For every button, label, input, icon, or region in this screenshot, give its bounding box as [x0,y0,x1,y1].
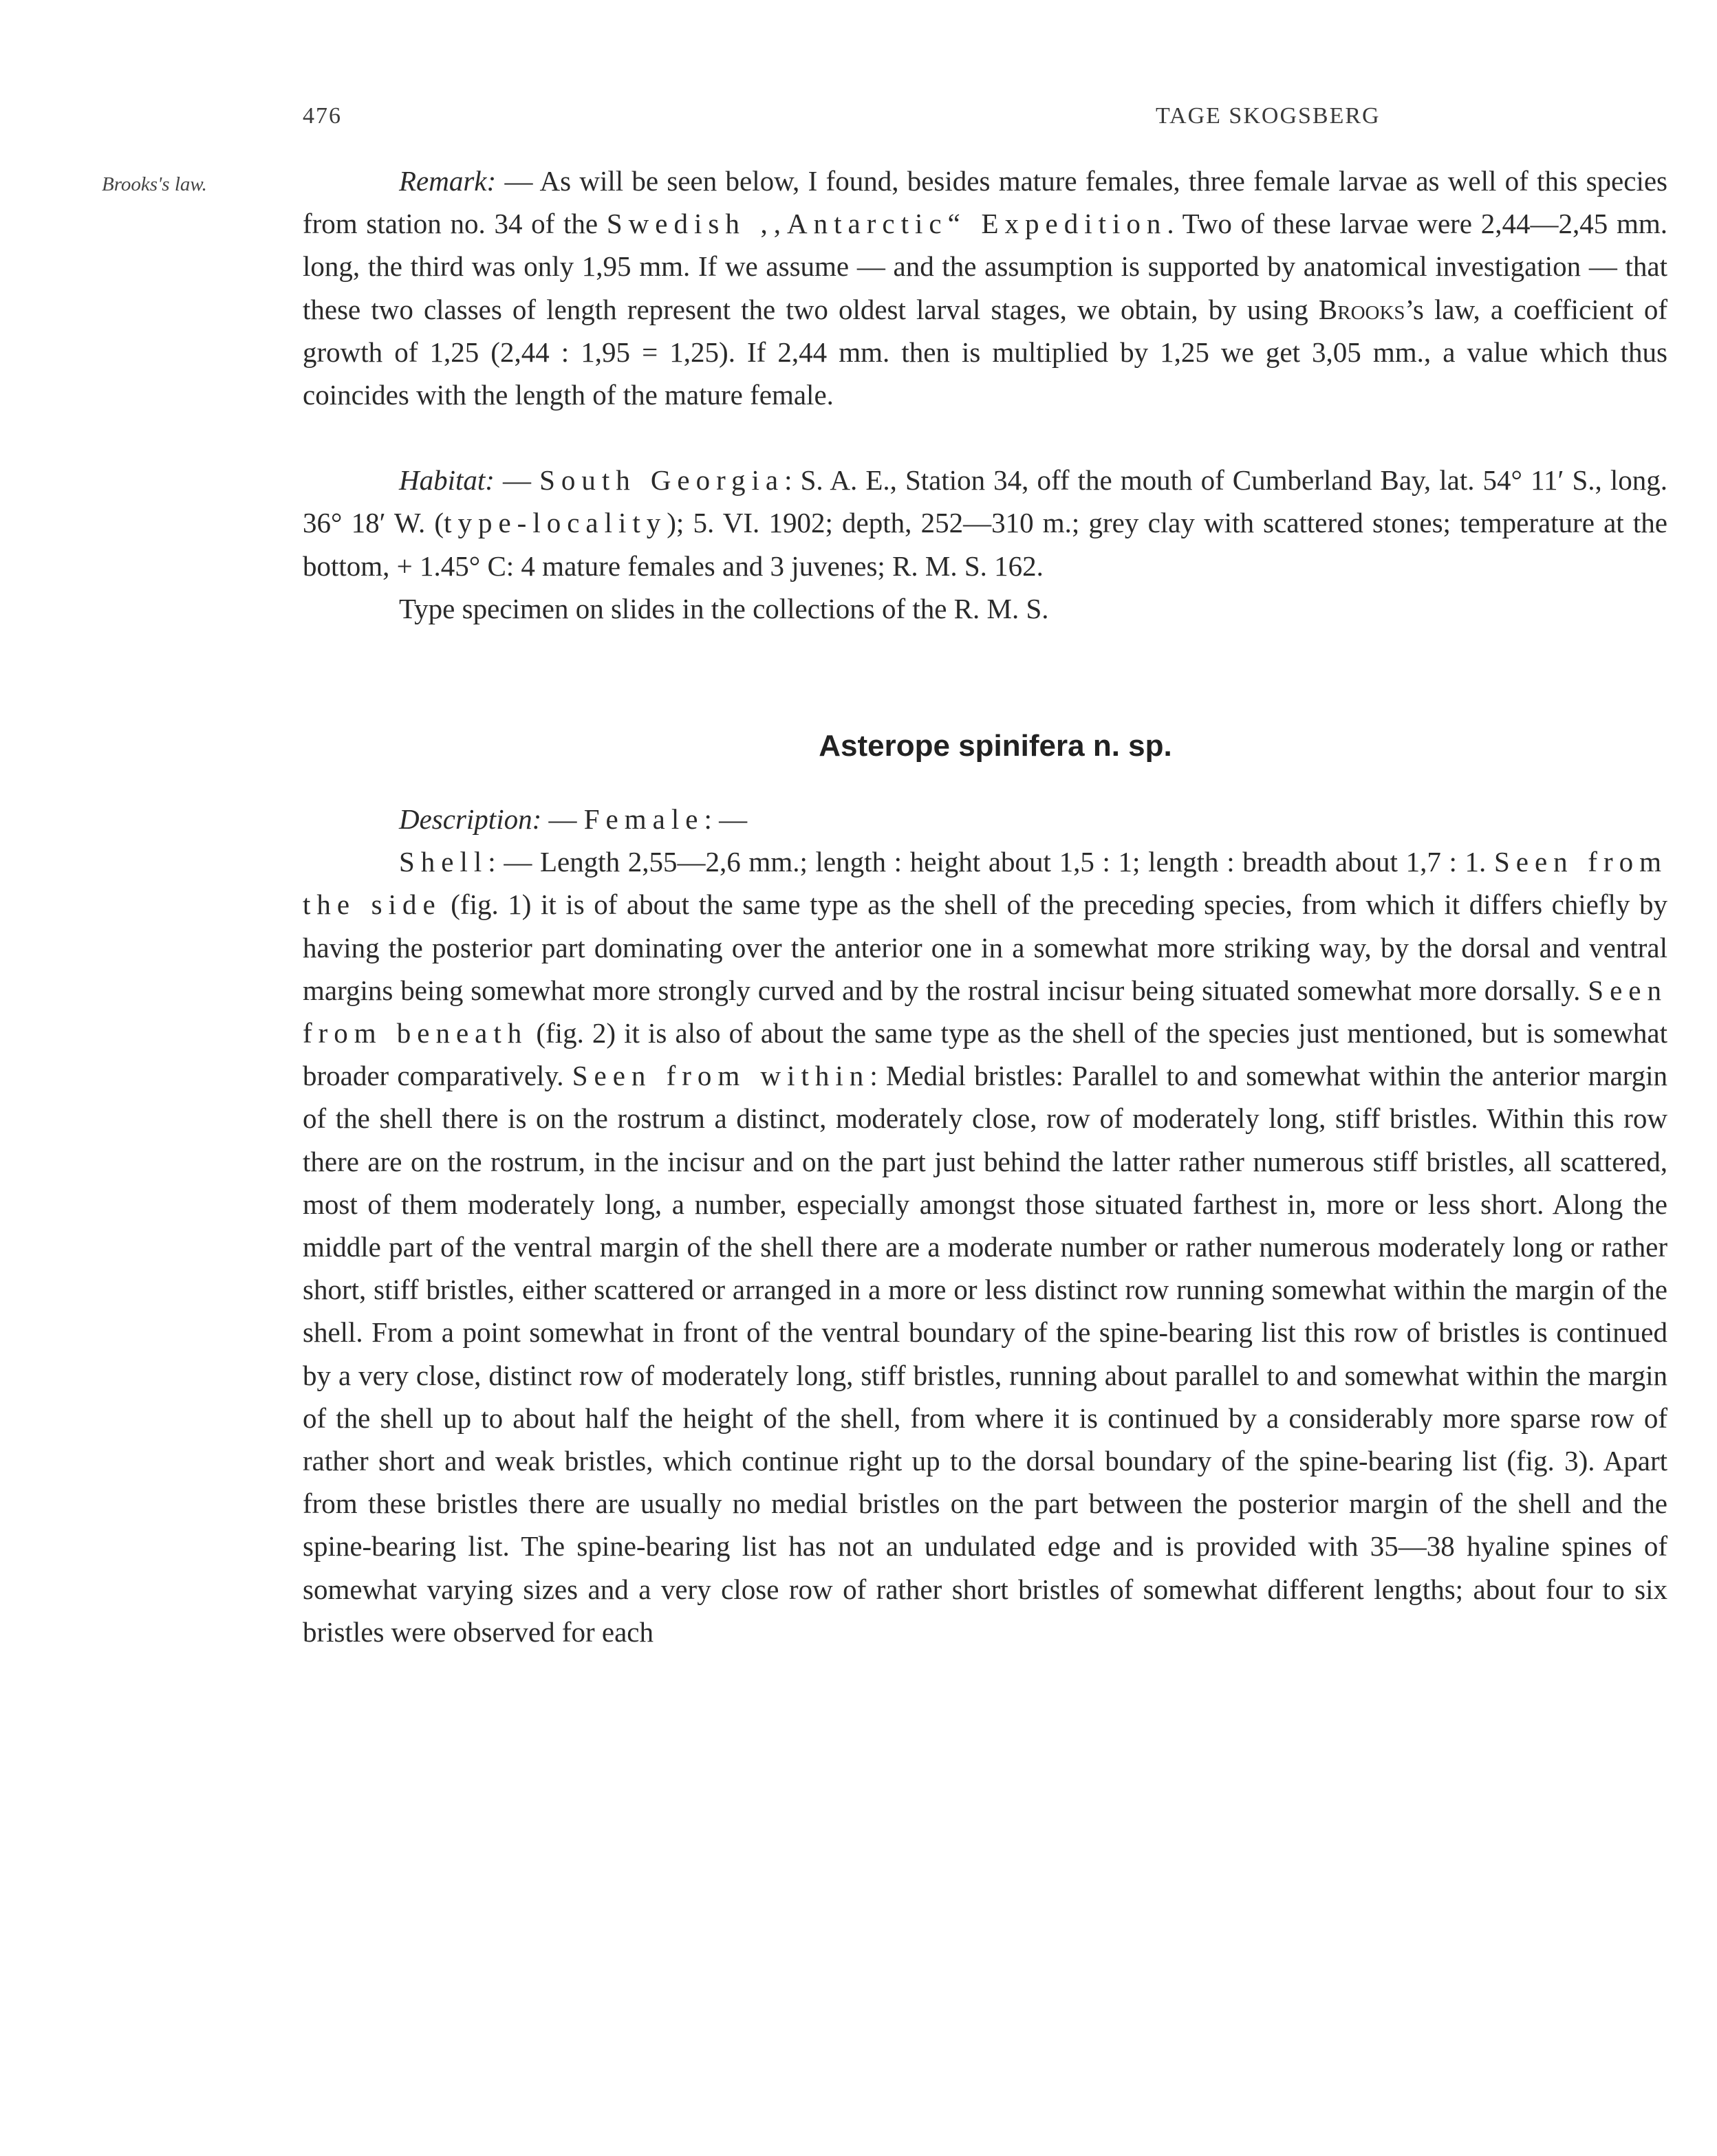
shell-text: (fig. 1) it is of about the same type as the shell of the preceding species, from which it differs chiefly by having the posterior part dominating over the anterior one in a somewhat more striking way, by the dorsal and ventral margins being somewhat more strongly curved and by the rostral incisur being situated somewhat more dorsally. [303,889,1667,1006]
shell-text: (fig. 2) it is also of about the same type as the shell of the species just mentioned, but is somewhat broader comparatively. [303,1017,1667,1092]
habitat-text: — [494,464,540,497]
body-text [303,160,1667,1653]
type-locality: type-locality [444,507,667,539]
description-text: : — [704,803,748,836]
running-title: TAGE SKOGSBERG [1156,103,1381,129]
margin-note: Brooks's law. [102,173,207,195]
habitat-label: Habitat: [399,464,495,497]
description-label: Description: [399,803,542,836]
shell-text: : — Length 2,55—2,6 mm.; length : height about 1,5 : 1; length : breadth about 1,7 : 1. [488,846,1494,878]
remark-label: Remark: [399,165,497,197]
description-text: — [541,803,584,836]
paragraph-gap [303,416,1667,459]
shell-label: Shell [399,846,488,878]
habitat-text: ); 5. VI. 1902; depth, 252—310 m.; grey clay with scattered stones; temperature at the bottom, + 1.45° C: 4 mature females and 3 juvenes; R. M. S. 162. [303,507,1667,582]
page-number: 476 [303,103,342,129]
section-gap [303,630,1667,725]
expedition-name: Swedish ,,Antarctic“ Expedition [606,208,1167,240]
view-label: Seen from the side [303,846,1667,921]
remark-text: — As will be seen below, I found, besides mature females, three female larvae as well of this species from station no. 34 of the [303,165,1667,240]
shell-text: : Medial bristles: Parallel to and somewhat within the anterior margin of the shell there is on the rostrum a distinct, moderately close, row of moderately long, stiff bristles. Within this row there are on the rostrum, in the incisur and on the part just behind the latter rather numerous stiff bristles, all scattered, most of them moderately long, a number, especially amongst those situated farthest in, more or less short. Along the middle part of the ventral margin of the shell there are a moderate number or rather numerous moderately long or rather short, stiff bristles, either scattered or arranged in a more or less distinct row running somewhat within the margin of the shell. From a point somewhat in front of the ventral boundary of the spine-bearing list this row of bristles is continued by a very close, distinct row of moderately long, stiff bristles, running about parallel to and somewhat within the margin of the shell up to about half the height of the shell, from where it is continued by a considerably more sparse row of rather short and weak bristles, which continue right up to the dorsal boundary of the spine-bearing list (fig. 3). Apart from these bristles there are usually no medial bristles on the part between the posterior margin of the shell and the spine-bearing list. The spine-bearing list has not an undulated edge and is provided with 35—38 hyaline spines of somewhat varying sizes and a very close row of rather short bristles of somewhat different lengths; about four to six bristles were observed for each [303,1060,1667,1648]
view-label: Seen from within [572,1060,870,1092]
habitat-paragraph [303,459,1667,587]
description-paragraph [303,798,1667,840]
locality-name: South Georgia [539,464,785,497]
remark-paragraph [303,160,1667,416]
remark-text: . Two of these larvae were 2,44—2,45 mm. long, the third was only 1,95 mm. If we assume — and the assumption is supported by anatomical investigation — that these two classes of length represent the two oldest larval stages, we obtain, by using [303,208,1667,325]
heading-gap [303,767,1667,798]
type-specimen-paragraph: Type specimen on slides in the collections of the R. M. S. [399,592,1049,624]
shell-paragraph [303,840,1667,1653]
species-heading: Asterope spinifera n. sp. [819,729,1172,763]
view-label: Seen from beneath [303,974,1667,1049]
running-head [303,103,1672,144]
habitat-text: : S. A. E., Station 34, off the mouth of Cumberland Bay, lat. 54° 11′ S., long. 36° 18′ W. ( [303,464,1667,539]
sex-label: Female [583,803,704,836]
remark-text: ’s law, a coefficient of growth of 1,25 (2,44 : 1,95 = 1,25). If 2,44 mm. then is multiplied by 1,25 we get 3,05 mm., a value which thus coincides with the length of the mature female. [303,293,1667,411]
author-name: Brooks [1318,293,1405,325]
